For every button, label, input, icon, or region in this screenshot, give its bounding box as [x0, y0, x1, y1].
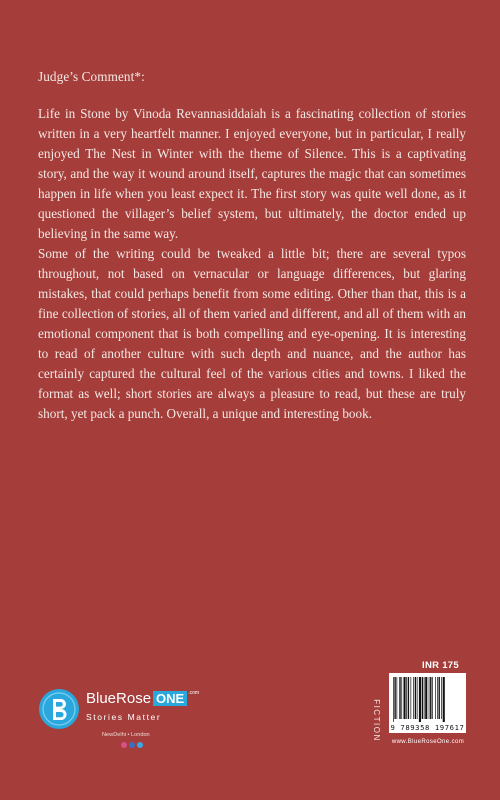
publisher-name-text: BlueRose — [86, 690, 152, 707]
price-label: INR 175 — [422, 660, 459, 671]
bluerose-logo-icon — [38, 688, 80, 730]
publisher-website: www.BlueRoseOne.com — [391, 739, 465, 745]
judges-comment-heading: Judge’s Comment*: — [38, 69, 145, 84]
comment-paragraph-1: Life in Stone by Vinoda Revannasiddaiah is a fascinating collection of stories written in a very heartfelt manner. I enjoyed everyone, but in particular, I really enjoyed The Nest in Winter with the theme of Silence. This is a captivating story, and the way it wound around itself, captures the magic that can sometimes happen in life when you least expect it. The first story was quite well done, as it questioned the villager’s belief system, but ultimately, the doctor ended up believing in the same way. — [38, 106, 466, 241]
genre-text: FICTION — [371, 698, 381, 742]
isbn-number: 9 789358 197617 — [390, 723, 465, 732]
publisher-name — [86, 690, 199, 707]
publisher-cities: NewDelhi • London — [102, 732, 150, 738]
publisher-tagline: Stories Matter — [86, 712, 162, 722]
judges-comment-body — [38, 104, 466, 424]
barcode-icon — [389, 673, 466, 723]
genre-label — [368, 690, 384, 750]
comment-paragraph-2: Some of the writing could be tweaked a little bit; there are several typos throughout, not based on vernacular or language differences, but glaring mistakes, that could perhaps benefit from some editing. Other than that, this is a fine collection of stories, all of them varied and different, and all of them with an emotional component that is both compelling and eye-opening. It is interesting to read of another culture with such depth and nuance, and the author has certainly captured the cultural feel of the various cities and towns. I liked the format as well; short stories are always a pleasure to read, but these are truly short, yet pack a punch. Overall, a unique and interesting book. — [38, 246, 466, 421]
publisher-name-suffix: .com — [188, 690, 200, 696]
isbn-barcode — [389, 673, 466, 723]
facebook-icon — [129, 742, 135, 748]
instagram-icon — [121, 742, 127, 748]
publisher-logo — [38, 688, 213, 768]
publisher-name-badge: ONE — [153, 691, 187, 706]
twitter-icon — [137, 742, 143, 748]
social-icons — [121, 742, 143, 748]
